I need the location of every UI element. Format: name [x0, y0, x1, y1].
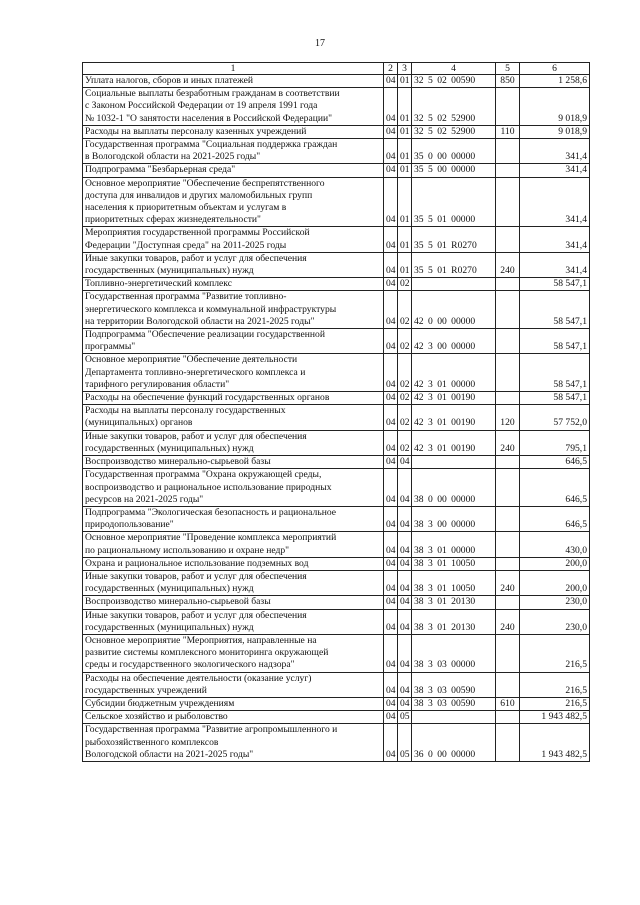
- row-target-article: 38 3 01 00000: [412, 532, 496, 557]
- table-row: [83, 164, 590, 177]
- row-name: Иные закупки товаров, работ и услуг для обеспечения государственных (муниципальных) нужд: [83, 430, 384, 455]
- row-subsection: 01: [398, 75, 412, 88]
- row-target-article: 38 3 00 00000: [412, 506, 496, 531]
- row-name: Государственная программа "Развитие агропромышленного и рыбохозяйственного комплексов Вологодской области на 2021-2025 годы": [83, 724, 384, 762]
- header-col-1: 1: [83, 63, 384, 75]
- row-expense-type: [496, 164, 520, 177]
- row-name: Основное мероприятие "Обеспечение беспрепятственного доступа для инвалидов и других маломобильных групп населения к приоритетным объектам и услугам в приоритетных сферах жизнедеятельности": [83, 177, 384, 227]
- row-expense-type: [496, 278, 520, 291]
- row-subsection: 04: [398, 557, 412, 570]
- row-expense-type: [496, 469, 520, 507]
- table-row: [83, 278, 590, 291]
- row-section: 04: [384, 75, 398, 88]
- row-name: Иные закупки товаров, работ и услуг для обеспечения государственных (муниципальных) нужд: [83, 570, 384, 595]
- row-target-article: 32 5 02 52900: [412, 125, 496, 138]
- row-target-article: [412, 456, 496, 469]
- row-target-article: 42 0 00 00000: [412, 291, 496, 329]
- row-subsection: 02: [398, 430, 412, 455]
- table-row: [83, 532, 590, 557]
- table-row: [83, 697, 590, 710]
- row-name: Социальные выплаты безработным гражданам в соответствии с Законом Российской Федерации от 19 апреля 1991 года № 1032-1 "О занятости населения в Российской Федерации": [83, 88, 384, 126]
- row-expense-type: [496, 329, 520, 354]
- row-name: Иные закупки товаров, работ и услуг для обеспечения государственных (муниципальных) нужд: [83, 252, 384, 277]
- row-expense-type: [496, 634, 520, 672]
- row-section: 04: [384, 532, 398, 557]
- row-target-article: 38 3 03 00000: [412, 634, 496, 672]
- row-name: Расходы на выплаты персоналу казенных учреждений: [83, 125, 384, 138]
- row-expense-type: 120: [496, 405, 520, 430]
- row-name: Топливно-энергетический комплекс: [83, 278, 384, 291]
- header-col-2: 2: [384, 63, 398, 75]
- row-name: Субсидии бюджетным учреждениям: [83, 697, 384, 710]
- row-section: 04: [384, 711, 398, 724]
- row-target-article: 32 5 02 00590: [412, 75, 496, 88]
- row-expense-type: [496, 139, 520, 164]
- row-section: 04: [384, 456, 398, 469]
- row-target-article: 38 3 01 20130: [412, 609, 496, 634]
- row-amount: 341,4: [520, 252, 590, 277]
- row-target-article: 35 5 00 00000: [412, 164, 496, 177]
- row-subsection: 04: [398, 596, 412, 609]
- row-amount: 200,0: [520, 570, 590, 595]
- row-subsection: 04: [398, 672, 412, 697]
- row-subsection: 01: [398, 227, 412, 252]
- row-name: Расходы на обеспечение функций государственных органов: [83, 392, 384, 405]
- row-section: 04: [384, 596, 398, 609]
- row-target-article: 35 5 01 R0270: [412, 252, 496, 277]
- row-target-article: 42 3 01 00000: [412, 354, 496, 392]
- row-amount: 58 547,1: [520, 278, 590, 291]
- row-name: Воспроизводство минерально-сырьевой базы: [83, 456, 384, 469]
- row-name: Воспроизводство минерально-сырьевой базы: [83, 596, 384, 609]
- row-target-article: 42 3 00 00000: [412, 329, 496, 354]
- row-subsection: 04: [398, 697, 412, 710]
- row-expense-type: 240: [496, 252, 520, 277]
- header-row: [83, 63, 590, 75]
- row-target-article: 32 5 02 52900: [412, 88, 496, 126]
- row-name: Подпрограмма "Безбарьерная среда": [83, 164, 384, 177]
- table-row: [83, 291, 590, 329]
- row-amount: 1 943 482,5: [520, 711, 590, 724]
- row-name: Подпрограмма "Обеспечение реализации государственной программы": [83, 329, 384, 354]
- row-expense-type: [496, 354, 520, 392]
- row-section: 04: [384, 125, 398, 138]
- row-expense-type: [496, 596, 520, 609]
- row-name: Государственная программа "Охрана окружающей среды, воспроизводство и рациональное использование природных ресурсов на 2021-2025 годы": [83, 469, 384, 507]
- row-amount: 341,4: [520, 227, 590, 252]
- row-name: Основное мероприятие "Обеспечение деятельности Департамента топливно-энергетического комплекса и тарифного регулирования области": [83, 354, 384, 392]
- row-section: 04: [384, 291, 398, 329]
- row-name: Государственная программа "Социальная поддержка граждан в Вологодской области на 2021-2025 годы": [83, 139, 384, 164]
- row-section: 04: [384, 177, 398, 227]
- table-row: [83, 329, 590, 354]
- table-row: [83, 177, 590, 227]
- table-row: [83, 88, 590, 126]
- table-row: [83, 392, 590, 405]
- header-col-5: 5: [496, 63, 520, 75]
- row-name: Подпрограмма "Экологическая безопасность и рациональное природопользование": [83, 506, 384, 531]
- row-target-article: 36 0 00 00000: [412, 724, 496, 762]
- row-subsection: 02: [398, 278, 412, 291]
- row-amount: 341,4: [520, 177, 590, 227]
- row-subsection: 04: [398, 532, 412, 557]
- page-number: 17: [315, 38, 325, 49]
- row-subsection: 04: [398, 506, 412, 531]
- row-name: Основное мероприятие "Мероприятия, направленные на развитие системы комплексного мониторинга окружающей среды и государственного экологического надзора": [83, 634, 384, 672]
- row-amount: 216,5: [520, 634, 590, 672]
- table-row: [83, 227, 590, 252]
- row-section: 04: [384, 392, 398, 405]
- row-section: 04: [384, 469, 398, 507]
- table-row: [83, 711, 590, 724]
- row-section: 04: [384, 252, 398, 277]
- row-section: 04: [384, 506, 398, 531]
- row-expense-type: 110: [496, 125, 520, 138]
- table-row: [83, 252, 590, 277]
- row-section: 04: [384, 697, 398, 710]
- row-amount: 646,5: [520, 506, 590, 531]
- row-amount: 200,0: [520, 557, 590, 570]
- row-section: 04: [384, 405, 398, 430]
- row-amount: 230,0: [520, 609, 590, 634]
- row-target-article: 42 3 01 00190: [412, 392, 496, 405]
- row-subsection: 05: [398, 711, 412, 724]
- row-name: Иные закупки товаров, работ и услуг для обеспечения государственных (муниципальных) нужд: [83, 609, 384, 634]
- table-row: [83, 609, 590, 634]
- table-row: [83, 570, 590, 595]
- table-row: [83, 506, 590, 531]
- table-row: [83, 596, 590, 609]
- row-expense-type: [496, 532, 520, 557]
- row-section: 04: [384, 164, 398, 177]
- row-target-article: [412, 278, 496, 291]
- row-amount: 341,4: [520, 164, 590, 177]
- row-expense-type: [496, 672, 520, 697]
- row-expense-type: [496, 291, 520, 329]
- row-subsection: 02: [398, 392, 412, 405]
- row-expense-type: [496, 177, 520, 227]
- header-col-3: 3: [398, 63, 412, 75]
- table-row: [83, 354, 590, 392]
- row-section: 04: [384, 139, 398, 164]
- row-subsection: 02: [398, 354, 412, 392]
- row-target-article: 38 0 00 00000: [412, 469, 496, 507]
- row-target-article: 35 5 01 00000: [412, 177, 496, 227]
- row-subsection: 04: [398, 469, 412, 507]
- row-target-article: 38 3 03 00590: [412, 672, 496, 697]
- budget-table: [82, 62, 590, 762]
- row-section: 04: [384, 634, 398, 672]
- row-amount: 795,1: [520, 430, 590, 455]
- table-row: [83, 139, 590, 164]
- row-section: 04: [384, 557, 398, 570]
- row-amount: 646,5: [520, 469, 590, 507]
- row-amount: 430,0: [520, 532, 590, 557]
- table-row: [83, 125, 590, 138]
- row-expense-type: [496, 557, 520, 570]
- table-row: [83, 634, 590, 672]
- row-amount: 216,5: [520, 697, 590, 710]
- row-subsection: 05: [398, 724, 412, 762]
- row-subsection: 04: [398, 456, 412, 469]
- row-amount: 9 018,9: [520, 125, 590, 138]
- row-target-article: 38 3 01 10050: [412, 570, 496, 595]
- table-row: [83, 75, 590, 88]
- row-expense-type: [496, 227, 520, 252]
- row-expense-type: 240: [496, 609, 520, 634]
- row-target-article: 38 3 01 20130: [412, 596, 496, 609]
- row-name: Государственная программа "Развитие топливно- энергетического комплекса и коммунальной инфраструктуры на территории Вологодской области на 2021-2025 годы": [83, 291, 384, 329]
- row-section: 04: [384, 329, 398, 354]
- table-row: [83, 456, 590, 469]
- row-amount: 58 547,1: [520, 291, 590, 329]
- row-subsection: 02: [398, 291, 412, 329]
- row-expense-type: [496, 392, 520, 405]
- row-amount: 216,5: [520, 672, 590, 697]
- row-name: Сельское хозяйство и рыболовство: [83, 711, 384, 724]
- row-expense-type: [496, 506, 520, 531]
- table-row: [83, 469, 590, 507]
- row-expense-type: [496, 711, 520, 724]
- row-amount: 58 547,1: [520, 354, 590, 392]
- row-target-article: 42 3 01 00190: [412, 430, 496, 455]
- row-name: Уплата налогов, сборов и иных платежей: [83, 75, 384, 88]
- row-expense-type: 850: [496, 75, 520, 88]
- row-section: 04: [384, 430, 398, 455]
- row-name: Мероприятия государственной программы Российской Федерации "Доступная среда" на 2011-2025 годы: [83, 227, 384, 252]
- row-amount: 646,5: [520, 456, 590, 469]
- table-row: [83, 557, 590, 570]
- row-expense-type: 610: [496, 697, 520, 710]
- row-name: Расходы на выплаты персоналу государственных (муниципальных) органов: [83, 405, 384, 430]
- row-section: 04: [384, 570, 398, 595]
- row-amount: 58 547,1: [520, 329, 590, 354]
- row-section: 04: [384, 672, 398, 697]
- row-target-article: 42 3 01 00190: [412, 405, 496, 430]
- header-col-4: 4: [412, 63, 496, 75]
- row-subsection: 01: [398, 177, 412, 227]
- row-name: Расходы на обеспечение деятельности (оказание услуг) государственных учреждений: [83, 672, 384, 697]
- row-subsection: 01: [398, 139, 412, 164]
- row-expense-type: [496, 88, 520, 126]
- row-section: 04: [384, 354, 398, 392]
- row-subsection: 01: [398, 88, 412, 126]
- row-subsection: 04: [398, 609, 412, 634]
- row-amount: 1 258,6: [520, 75, 590, 88]
- row-amount: 58 547,1: [520, 392, 590, 405]
- row-target-article: [412, 711, 496, 724]
- row-subsection: 01: [398, 164, 412, 177]
- row-amount: 230,0: [520, 596, 590, 609]
- row-name: Охрана и рациональное использование подземных вод: [83, 557, 384, 570]
- table-row: [83, 724, 590, 762]
- header-col-6: 6: [520, 63, 590, 75]
- row-expense-type: 240: [496, 570, 520, 595]
- row-target-article: 35 0 00 00000: [412, 139, 496, 164]
- row-amount: 1 943 482,5: [520, 724, 590, 762]
- row-expense-type: [496, 456, 520, 469]
- table-row: [83, 430, 590, 455]
- row-amount: 341,4: [520, 139, 590, 164]
- row-section: 04: [384, 227, 398, 252]
- row-expense-type: [496, 724, 520, 762]
- row-subsection: 02: [398, 329, 412, 354]
- row-name: Основное мероприятие "Проведение комплекса мероприятий по рациональному использованию и охране недр": [83, 532, 384, 557]
- row-section: 04: [384, 609, 398, 634]
- row-expense-type: 240: [496, 430, 520, 455]
- row-section: 04: [384, 278, 398, 291]
- table-row: [83, 405, 590, 430]
- row-amount: 57 752,0: [520, 405, 590, 430]
- row-subsection: 02: [398, 405, 412, 430]
- row-subsection: 04: [398, 634, 412, 672]
- table-row: [83, 672, 590, 697]
- row-section: 04: [384, 88, 398, 126]
- row-amount: 9 018,9: [520, 88, 590, 126]
- row-target-article: 38 3 03 00590: [412, 697, 496, 710]
- row-target-article: 38 3 01 10050: [412, 557, 496, 570]
- row-subsection: 01: [398, 125, 412, 138]
- row-subsection: 04: [398, 570, 412, 595]
- row-subsection: 01: [398, 252, 412, 277]
- row-section: 04: [384, 724, 398, 762]
- row-target-article: 35 5 01 R0270: [412, 227, 496, 252]
